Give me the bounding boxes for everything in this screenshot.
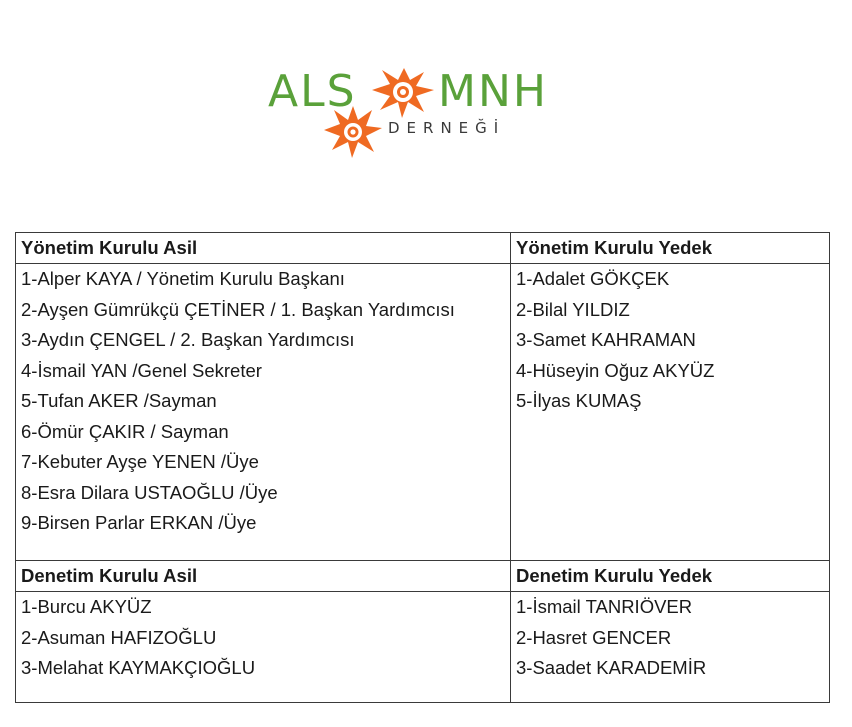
list-item: 1-Alper KAYA / Yönetim Kurulu Başkanı: [21, 268, 345, 289]
list-item: 3-Samet KAHRAMAN: [516, 329, 696, 350]
list-item: 2-Asuman HAFIZOĞLU: [21, 626, 217, 648]
executive-board-members-row: [16, 264, 830, 561]
executive-substitute-heading: Yönetim Kurulu Yedek: [511, 233, 830, 264]
audit-substitute-list: [511, 592, 830, 703]
list-item: 4-İsmail YAN /Genel Sekreter: [21, 359, 262, 381]
audit-primary-heading: Denetim Kurulu Asil: [16, 561, 511, 592]
list-item: 4-Hüseyin Oğuz AKYÜZ: [516, 359, 715, 381]
audit-board-members-row: [16, 592, 830, 703]
list-item: 1-Adalet GÖKÇEK: [516, 268, 670, 289]
executive-primary-list: [16, 264, 511, 561]
executive-primary-heading: Yönetim Kurulu Asil: [16, 233, 511, 264]
logo-als-text: ALS: [268, 66, 357, 117]
list-item: 5-İlyas KUMAŞ: [516, 390, 642, 411]
list-item: 3-Aydın ÇENGEL / 2. Başkan Yardımcısı: [21, 329, 355, 350]
list-item: 1-Burcu AKYÜZ: [21, 596, 152, 617]
audit-substitute-heading: Denetim Kurulu Yedek: [511, 561, 830, 592]
list-item: 6-Ömür ÇAKIR / Sayman: [21, 420, 229, 442]
audit-board-header-row: [16, 561, 830, 592]
list-item: 7-Kebuter Ayşe YENEN /Üye: [21, 451, 259, 472]
executive-board-header-row: [16, 233, 830, 264]
neuron-small-icon: [320, 102, 386, 162]
logo-subtitle: DERNEĞİ: [388, 119, 506, 137]
list-item: 3-Melahat KAYMAKÇIOĞLU: [21, 657, 256, 678]
list-item: 2-Hasret GENCER: [516, 626, 672, 648]
list-item: 9-Birsen Parlar ERKAN /Üye: [21, 512, 257, 533]
board-members-table: [15, 232, 830, 703]
list-item: 2-Bilal YILDIZ: [516, 298, 630, 320]
list-item: 3-Saadet KARADEMİR: [516, 657, 707, 678]
executive-substitute-list: [511, 264, 830, 561]
list-item: 8-Esra Dilara USTAOĞLU /Üye: [21, 481, 278, 503]
association-logo: [262, 58, 572, 168]
list-item: 5-Tufan AKER /Sayman: [21, 390, 217, 411]
list-item: 2-Ayşen Gümrükçü ÇETİNER / 1. Başkan Yardımcısı: [21, 298, 455, 320]
audit-primary-list: [16, 592, 511, 703]
logo-mnh-text: MNH: [438, 66, 548, 117]
list-item: 1-İsmail TANRIÖVER: [516, 596, 693, 617]
